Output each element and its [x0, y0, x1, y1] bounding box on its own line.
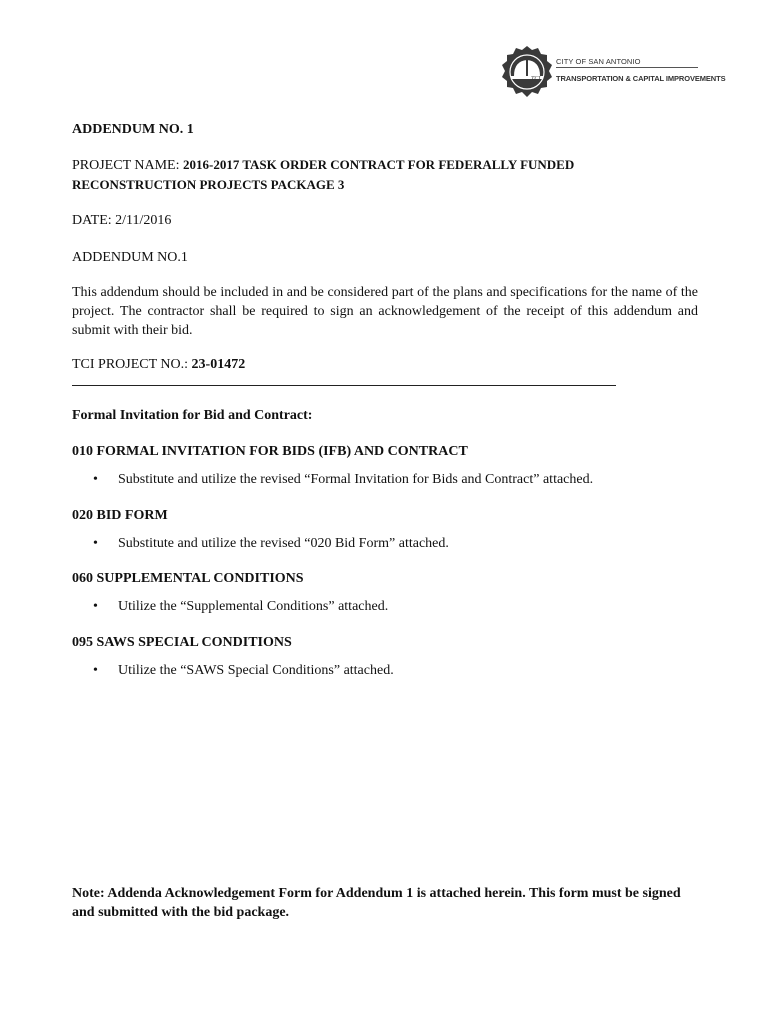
logo-badge-text: TCI	[531, 76, 541, 82]
tci-logo	[499, 44, 726, 104]
bullet-icon: •	[93, 536, 98, 551]
section-bullet-095: Utilize the “SAWS Special Conditions” attached.	[118, 663, 394, 678]
section-heading-010: 010 FORMAL INVITATION FOR BIDS (IFB) AND CONTRACT	[72, 444, 468, 459]
addendum-title: ADDENDUM NO. 1	[72, 122, 194, 137]
hardhat-seal-icon	[499, 44, 555, 102]
tci-project-line	[72, 356, 245, 374]
addendum-paragraph: This addendum should be included in and be considered part of the plans and specifications for the name of the project. The contractor shall be required to sign an acknowledgement of the receipt of this addendum and submit with their bid.	[72, 285, 698, 338]
section-bullet-010: Substitute and utilize the revised “Formal Invitation for Bids and Contract” attached.	[118, 472, 594, 487]
bullet-icon: •	[93, 472, 98, 487]
intro-heading: Formal Invitation for Bid and Contract:	[72, 408, 313, 423]
logo-city-name: CITY OF SAN ANTONIO	[556, 57, 641, 66]
project-name-label: PROJECT NAME:	[72, 158, 180, 173]
date-label: DATE:	[72, 213, 112, 228]
date-value: 2/11/2016	[115, 213, 172, 228]
addendum-number: ADDENDUM NO.1	[72, 250, 188, 265]
tci-project-label: TCI PROJECT NO.:	[72, 357, 189, 372]
divider-line	[72, 385, 616, 386]
project-name-line1	[72, 156, 574, 175]
project-name-value-2: RECONSTRUCTION PROJECTS PACKAGE 3	[72, 177, 345, 192]
section-bullet-060: Utilize the “Supplemental Conditions” attached.	[118, 599, 389, 614]
logo-department-name: TRANSPORTATION & CAPITAL IMPROVEMENTS	[556, 74, 726, 83]
date-line	[72, 212, 171, 230]
section-heading-020: 020 BID FORM	[72, 508, 168, 523]
section-heading-095: 095 SAWS SPECIAL CONDITIONS	[72, 635, 292, 650]
tci-project-value: 23-01472	[191, 357, 246, 372]
bullet-icon: •	[93, 663, 98, 678]
section-bullet-020: Substitute and utilize the revised “020 Bid Form” attached.	[118, 536, 449, 551]
project-name-value-1: 2016-2017 TASK ORDER CONTRACT FOR FEDERALLY FUNDED	[182, 157, 575, 172]
bullet-icon: •	[93, 599, 98, 614]
section-heading-060: 060 SUPPLEMENTAL CONDITIONS	[72, 571, 304, 586]
footer-note: Note: Addenda Acknowledgement Form for Addendum 1 is attached herein. This form must be signed and submitted with the bid package.	[72, 886, 681, 920]
